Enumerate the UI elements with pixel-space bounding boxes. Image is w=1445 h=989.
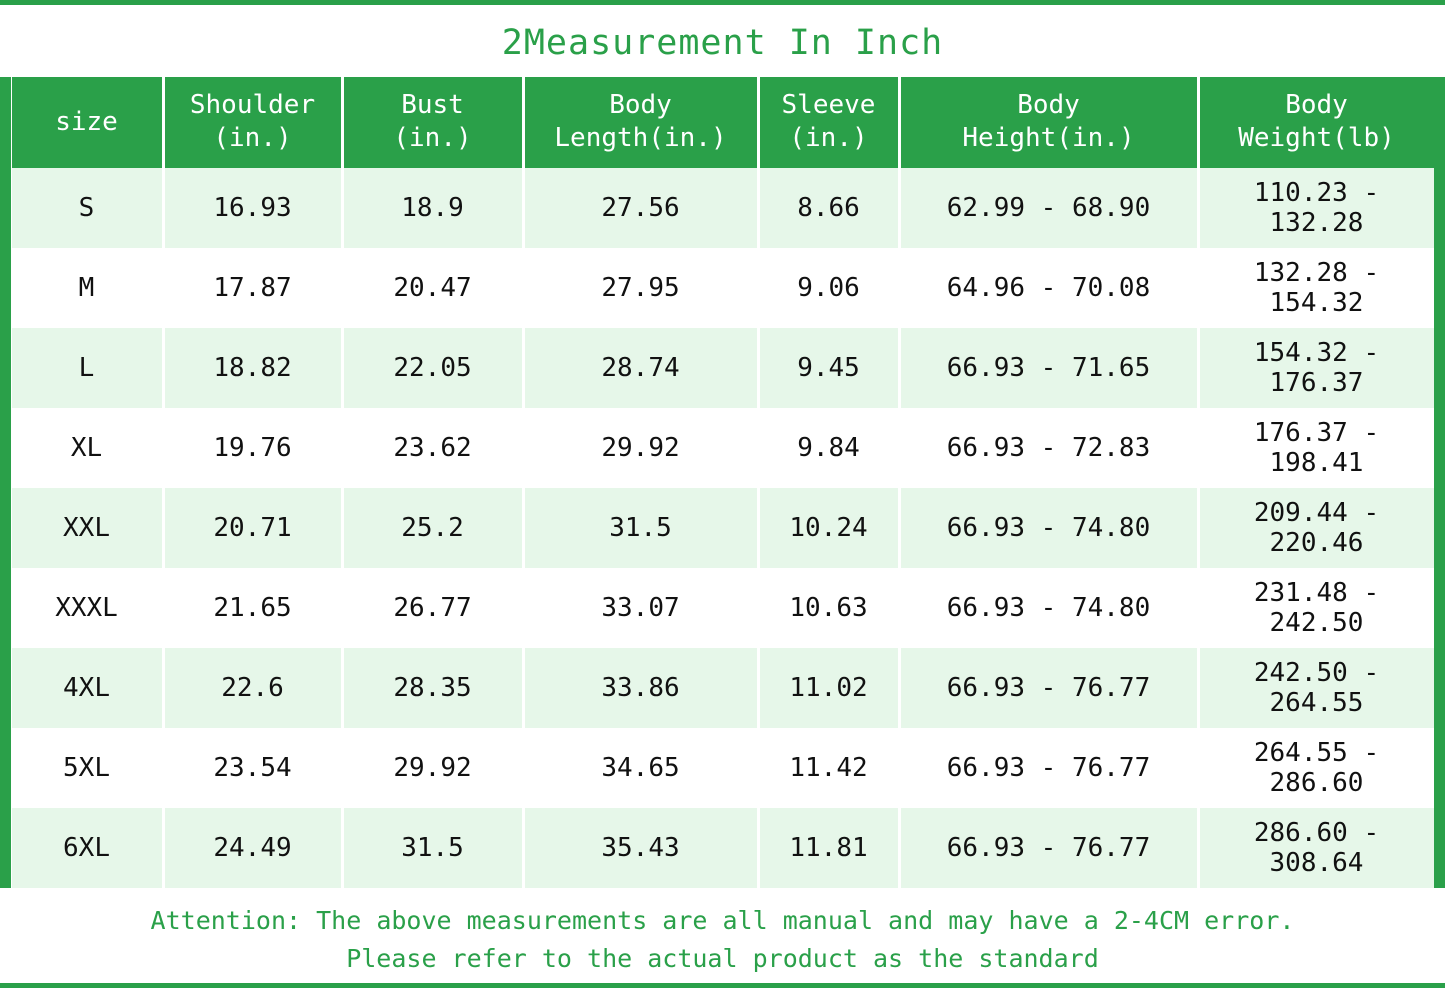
column-header-bust: Bust (in.) (342, 77, 523, 168)
cell-value: 28.74 (523, 328, 758, 408)
cell-value: 66.93 - 76.77 (899, 728, 1198, 808)
table-row (12, 648, 1434, 728)
measurement-table (12, 77, 1434, 888)
cell-value: 19.76 (163, 408, 342, 488)
cell-value: 11.02 (758, 648, 899, 728)
table-rows (12, 168, 1434, 888)
table-row (12, 728, 1434, 808)
column-header-size: size (12, 77, 164, 168)
cell-value: 66.93 - 74.80 (899, 488, 1198, 568)
cell-value: 176.37 - 198.41 (1198, 408, 1434, 488)
table-row (12, 408, 1434, 488)
cell-size: 4XL (12, 648, 164, 728)
page-title: 2Measurement In Inch (501, 23, 944, 63)
table-area (11, 77, 1434, 888)
cell-size: XXL (12, 488, 164, 568)
column-header-sleeve: Sleeve (in.) (758, 77, 899, 168)
cell-value: 31.5 (523, 488, 758, 568)
cell-value: 18.82 (163, 328, 342, 408)
cell-value: 24.49 (163, 808, 342, 888)
cell-value: 25.2 (342, 488, 523, 568)
table-row (12, 248, 1434, 328)
cell-size: M (12, 248, 164, 328)
table-row (12, 168, 1434, 248)
cell-value: 242.50 - 264.55 (1198, 648, 1434, 728)
cell-size: S (12, 168, 164, 248)
cell-value: 33.07 (523, 568, 758, 648)
cell-value: 11.81 (758, 808, 899, 888)
cell-value: 9.06 (758, 248, 899, 328)
column-header-body-height: Body Height(in.) (899, 77, 1198, 168)
cell-value: 21.65 (163, 568, 342, 648)
cell-value: 231.48 - 242.50 (1198, 568, 1434, 648)
cell-value: 154.32 - 176.37 (1198, 328, 1434, 408)
cell-value: 8.66 (758, 168, 899, 248)
column-header-shoulder: Shoulder (in.) (163, 77, 342, 168)
cell-value: 33.86 (523, 648, 758, 728)
cell-value: 27.95 (523, 248, 758, 328)
cell-value: 22.6 (163, 648, 342, 728)
cell-value: 62.99 - 68.90 (899, 168, 1198, 248)
cell-value: 66.93 - 71.65 (899, 328, 1198, 408)
attention-note (0, 888, 1445, 989)
cell-value: 27.56 (523, 168, 758, 248)
table-body-region (0, 77, 1445, 888)
cell-value: 286.60 - 308.64 (1198, 808, 1434, 888)
cell-size: 5XL (12, 728, 164, 808)
cell-value: 10.24 (758, 488, 899, 568)
table-head (12, 77, 1434, 168)
cell-size: 6XL (12, 808, 164, 888)
cell-value: 35.43 (523, 808, 758, 888)
table-header-row (12, 77, 1434, 168)
table-row (12, 328, 1434, 408)
table-row (12, 568, 1434, 648)
cell-value: 110.23 - 132.28 (1198, 168, 1434, 248)
cell-value: 264.55 - 286.60 (1198, 728, 1434, 808)
attention-note-line-2: Please refer to the actual product as the standard (346, 944, 1099, 974)
cell-value: 20.71 (163, 488, 342, 568)
cell-value: 29.92 (342, 728, 523, 808)
cell-value: 17.87 (163, 248, 342, 328)
cell-value: 64.96 - 70.08 (899, 248, 1198, 328)
cell-value: 66.93 - 76.77 (899, 808, 1198, 888)
table-row (12, 488, 1434, 568)
table-row (12, 808, 1434, 888)
cell-value: 11.42 (758, 728, 899, 808)
cell-value: 66.93 - 72.83 (899, 408, 1198, 488)
cell-value: 20.47 (342, 248, 523, 328)
left-rail (0, 77, 11, 888)
cell-size: L (12, 328, 164, 408)
cell-size: XXXL (12, 568, 164, 648)
cell-value: 66.93 - 74.80 (899, 568, 1198, 648)
cell-value: 31.5 (342, 808, 523, 888)
cell-value: 23.62 (342, 408, 523, 488)
cell-size: XL (12, 408, 164, 488)
cell-value: 66.93 - 76.77 (899, 648, 1198, 728)
right-rail (1434, 77, 1445, 888)
attention-note-line-1: Attention: The above measurements are all manual and may have a 2-4CM error. (150, 905, 1295, 935)
cell-value: 132.28 - 154.32 (1198, 248, 1434, 328)
cell-value: 29.92 (523, 408, 758, 488)
cell-value: 23.54 (163, 728, 342, 808)
cell-value: 16.93 (163, 168, 342, 248)
cell-value: 34.65 (523, 728, 758, 808)
cell-value: 26.77 (342, 568, 523, 648)
cell-value: 9.45 (758, 328, 899, 408)
column-header-body-weight: Body Weight(lb) (1198, 77, 1434, 168)
column-header-body-length: Body Length(in.) (523, 77, 758, 168)
cell-value: 28.35 (342, 648, 523, 728)
cell-value: 18.9 (342, 168, 523, 248)
cell-value: 9.84 (758, 408, 899, 488)
cell-value: 10.63 (758, 568, 899, 648)
cell-value: 22.05 (342, 328, 523, 408)
cell-value: 209.44 - 220.46 (1198, 488, 1434, 568)
